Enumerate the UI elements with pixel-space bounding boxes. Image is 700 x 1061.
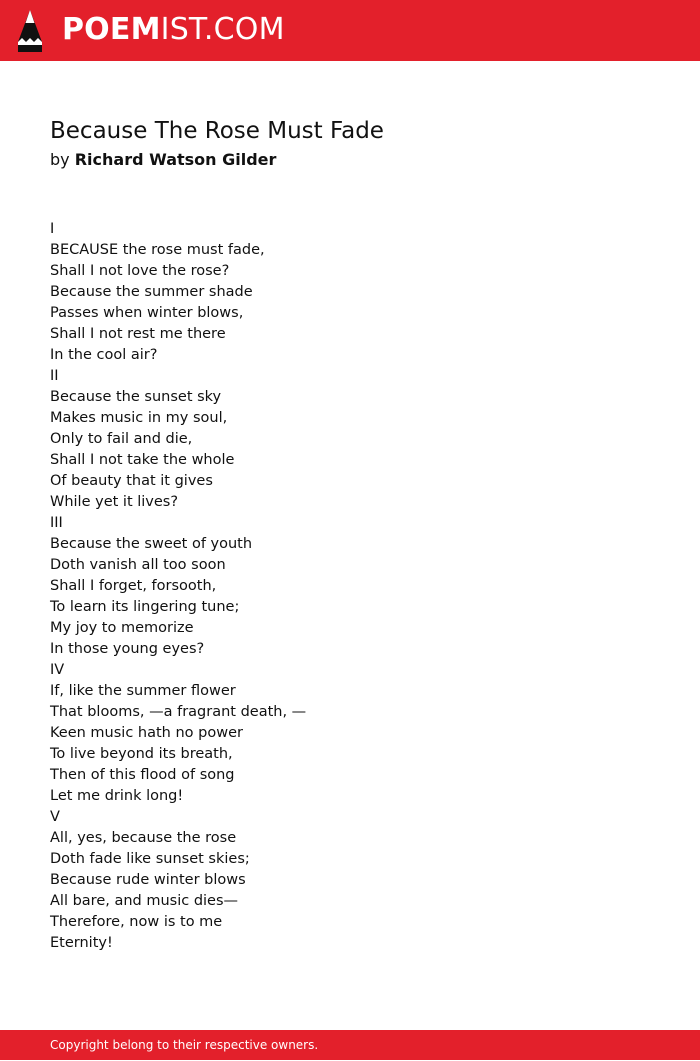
pencil-tip-icon [16,9,44,53]
site-logo[interactable] [62,10,285,50]
poem-line: II [50,368,59,384]
poem-line: That blooms, —a fragrant death, — [50,704,307,720]
poem-line: Therefore, now is to me [50,914,223,930]
poem-body [50,219,650,954]
poem-line: Passes when winter blows, [50,305,244,321]
byline [50,150,650,170]
poem-line: My joy to memorize [50,620,194,636]
poem-line: Only to fail and die, [50,431,193,447]
poem-line: IV [50,662,65,678]
poem-line: Eternity! [50,935,113,951]
poem-header [50,112,650,170]
poem-line: Shall I not take the whole [50,452,235,468]
poem-line: In the cool air? [50,347,158,363]
poem-line: Shall I not love the rose? [50,263,230,279]
poem-line: Because the sweet of youth [50,536,253,552]
poem-line: All bare, and music dies— [50,893,239,909]
poem-line: III [50,515,63,531]
poem-line: Doth fade like sunset skies; [50,851,250,867]
poem-line: Because rude winter blows [50,872,246,888]
poem-line: Shall I forget, forsooth, [50,578,217,594]
poem-line: While yet it lives? [50,494,179,510]
poem-line: BECAUSE the rose must fade, [50,242,265,258]
author-name: Richard Watson Gilder [74,150,277,169]
poem-title: Because The Rose Must Fade [50,118,384,144]
poem-line: Because the sunset sky [50,389,222,405]
logo-bold-text: POEM [62,12,161,47]
poem-line: Doth vanish all too soon [50,557,226,573]
poem-line: Shall I not rest me there [50,326,226,342]
logo-light-text: IST.COM [160,12,285,47]
poem-line: To learn its lingering tune; [50,599,240,615]
poem-line: Makes music in my soul, [50,410,228,426]
poem-line: Keen music hath no power [50,725,243,741]
copyright-text: Copyright belong to their respective owners. [50,1038,319,1052]
poem-line: I [50,221,55,237]
poem-line: Then of this flood of song [50,767,235,783]
poem-line: If, like the summer flower [50,683,236,699]
site-footer [0,1030,700,1060]
poem-line: Of beauty that it gives [50,473,213,489]
poem-line: To live beyond its breath, [50,746,233,762]
poem-line: Because the summer shade [50,284,253,300]
site-header [0,0,700,61]
poem-line: All, yes, because the rose [50,830,237,846]
poem-line: In those young eyes? [50,641,205,657]
poem-line: V [50,809,60,825]
poem-line: Let me drink long! [50,788,184,804]
by-label: by [50,150,70,169]
